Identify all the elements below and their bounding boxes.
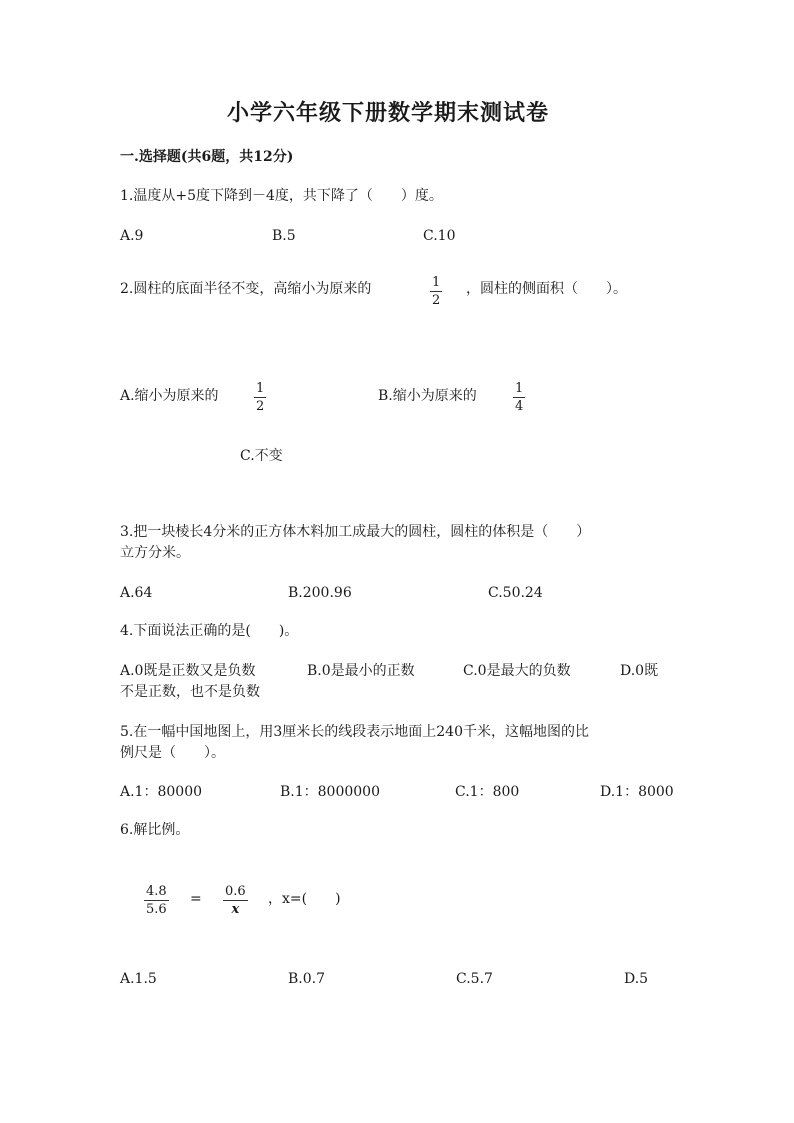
fraction-numerator: 4.8 <box>146 884 167 899</box>
question-1-option-c[interactable]: C.10 <box>423 228 456 244</box>
question-6-stem: 6.解比例。 <box>120 822 190 838</box>
question-3-stem-line-1: 3.把一块棱长4分米的正方体木料加工成最大的圆柱，圆柱的体积是（ ） <box>120 524 591 540</box>
question-2-option-b[interactable]: B.缩小为原来的 <box>378 388 477 404</box>
fraction-denominator: 4 <box>515 399 524 414</box>
question-6-equals-sign: = <box>190 891 202 907</box>
question-4-option-d[interactable]: D.0既 <box>620 663 659 679</box>
question-5-stem-line-2: 例尺是（ ）。 <box>120 745 225 761</box>
fraction-denominator: x <box>231 902 240 917</box>
question-1-stem: 1.温度从+5度下降到－4度，共下降了（ ）度。 <box>120 188 443 204</box>
fraction-bar <box>223 900 248 901</box>
question-4-option-a[interactable]: A.0既是正数又是负数 <box>120 663 256 679</box>
question-3-option-b[interactable]: B.200.96 <box>288 585 352 601</box>
question-3-option-a[interactable]: A.64 <box>120 585 153 601</box>
question-5-option-a[interactable]: A.1：80000 <box>120 784 203 800</box>
question-2-option-a-fraction <box>254 381 266 414</box>
question-3-option-c[interactable]: C.50.24 <box>488 585 543 601</box>
question-5-option-c[interactable]: C.1：800 <box>455 784 520 800</box>
fraction-bar <box>144 900 169 901</box>
question-2-stem-end: ，圆柱的侧面积（ ）。 <box>466 281 627 297</box>
question-6-option-c[interactable]: C.5.7 <box>456 971 493 987</box>
question-5-stem-line-1: 5.在一幅中国地图上，用3厘米长的线段表示地面上240千米，这幅地图的比 <box>120 724 589 740</box>
fraction-numerator: 1 <box>256 381 265 396</box>
question-1-option-a[interactable]: A.9 <box>120 228 144 244</box>
fraction-bar <box>254 397 266 398</box>
section-heading: 一.选择题(共6题，共12分) <box>120 149 294 165</box>
question-6-option-a[interactable]: A.1.5 <box>120 971 157 987</box>
question-4-stem: 4.下面说法正确的是( )。 <box>120 623 299 639</box>
question-6-right-fraction <box>223 884 248 917</box>
fraction-denominator: 2 <box>432 293 441 308</box>
fraction-denominator: 5.6 <box>146 902 167 917</box>
question-6-option-b[interactable]: B.0.7 <box>288 971 326 987</box>
question-2-option-c[interactable]: C.不变 <box>240 448 283 464</box>
fraction-bar <box>430 291 442 292</box>
question-2-option-a[interactable]: A.缩小为原来的 <box>120 388 219 404</box>
question-5-option-b[interactable]: B.1：8000000 <box>280 784 380 800</box>
fraction-denominator: 2 <box>256 399 265 414</box>
question-6-option-d[interactable]: D.5 <box>624 971 649 987</box>
question-2-fraction <box>430 275 442 308</box>
question-6-answer-blank: ，x=( ) <box>268 891 341 907</box>
fraction-numerator: 1 <box>515 381 524 396</box>
question-4-option-d-continued: 不是正数，也不是负数 <box>120 684 260 700</box>
page-title: 小学六年级下册数学期末测试卷 <box>227 100 550 126</box>
question-6-left-fraction <box>144 884 169 917</box>
fraction-bar <box>513 397 525 398</box>
question-3-stem-line-2: 立方分米。 <box>120 545 190 561</box>
question-2-stem-start: 2.圆柱的底面半径不变，高缩小为原来的 <box>120 281 372 297</box>
question-4-option-b[interactable]: B.0是最小的正数 <box>307 663 415 679</box>
question-4-option-c[interactable]: C.0是最大的负数 <box>463 663 571 679</box>
question-2-option-b-fraction <box>513 381 525 414</box>
fraction-numerator: 1 <box>432 275 441 290</box>
question-1-option-b[interactable]: B.5 <box>272 228 296 244</box>
fraction-numerator: 0.6 <box>225 884 246 899</box>
question-5-option-d[interactable]: D.1：8000 <box>600 784 674 800</box>
